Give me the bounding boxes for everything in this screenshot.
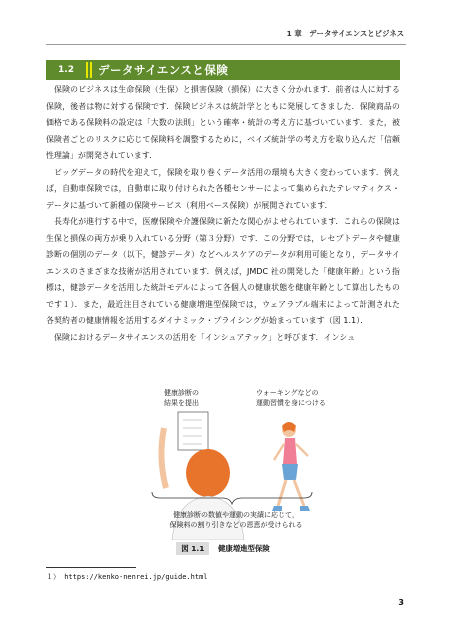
brace: [152, 492, 312, 504]
section-accent-bars: [86, 62, 92, 78]
paragraph-3: 長寿化が進行する中で，医療保険や介護保険に新たな関心がよせられています．これらの保険は生保と損保の両方が乗り入れている分野（第３分野）です．この分野では，レセプトデータや健康診断の個別のデータ（以下，健診データ）などヘルスケアのデータが利用可能となり，データサイエンスのさまざまな技術が活用されています．例えば，JMDC 社の開発した「健康年齢」という指標は，健診データを活用した統計モデルによって各個人の健康状態を健康年齢として算出したものです１）．また，最近注目されている健康増進型保険では，ウェアラブル端末によって計測された各契約者の健康情報を活用するダイナミック・プライシングが始まっています（図 1.1）．: [46, 217, 400, 325]
footnote-rule: [46, 567, 136, 568]
walker-shorts: [282, 464, 298, 480]
section-number: 1.2: [58, 65, 74, 75]
figure-caption: [46, 543, 400, 554]
section-heading: [46, 60, 400, 80]
page-number: 3: [398, 598, 404, 607]
paragraph-1: 保険のビジネスは生命保険（生保）と損害保険（損保）に大きく分かれます．前者は人に対する保険，後者は物に対する保険です．保険ビジネスは統計学とともに発展してきました．保険商品の価格である保険料の設定は「大数の法則」という確率・統計の考え方に基づいています．また，被保険者ごとのリスクに応じて保険料を調整するために，ベイズ統計学の考え方を取り込んだ「信頼性理論」が開発されています．: [46, 85, 400, 160]
label-walking: ウォーキングなどの 運動習慣を身につける: [256, 389, 326, 407]
label-discount: 健康診断の数値や運動の実績に応じて， 保険料の割り引きなどの恩恵が受けられる: [169, 511, 303, 529]
walker-top: [283, 438, 297, 464]
caption-number: 図 1.1: [176, 542, 209, 555]
figure-illustration: [46, 388, 400, 540]
running-head-rule: [46, 44, 406, 45]
paragraph-4: 保険におけるデータサイエンスの活用を「インシュアテック」と呼びます．インシュ: [54, 332, 356, 342]
arm: [161, 428, 166, 488]
footnote: １） https://kenko-nenrei.jp/guide.html: [46, 573, 208, 581]
section-title: データサイエンスと保険: [98, 63, 229, 77]
woman-hair: [186, 449, 230, 497]
paragraph-2: ビッグデータの時代を迎えて，保険を取り巻くデータ活用の環境も大きく変わっています．例えば，自動車保険では，自動車に取り付けられた各種センサーによって集められたテレマティクス・データに基づいて新種の保険サービス（利用ベース保険）が展開されています．: [46, 167, 400, 210]
body-text: [46, 82, 400, 346]
caption-title: 健康増進型保険: [217, 544, 270, 553]
label-checkup: 健康診断の 結果を提出: [164, 389, 199, 407]
running-head: 1 章 データサイエンスとビジネス: [286, 29, 404, 38]
